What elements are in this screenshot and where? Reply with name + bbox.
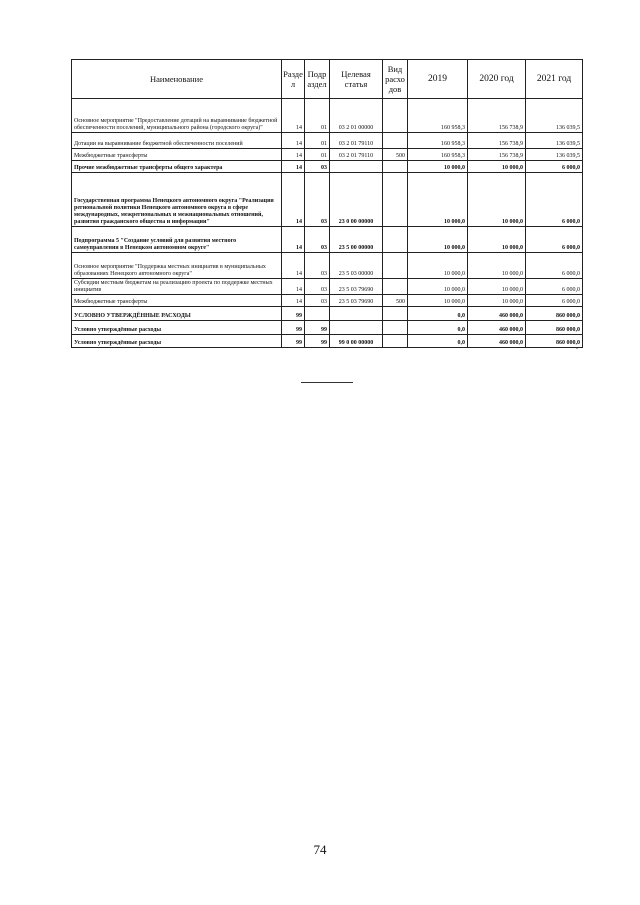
header-name: Наименование (72, 60, 282, 99)
cell-2021: 136 039,5 (526, 149, 583, 161)
cell-target-article: 23 5 03 79690 (330, 295, 383, 307)
cell-2019: 10 000,0 (408, 253, 468, 279)
cell-podrazdel: 01 (305, 99, 330, 133)
cell-2019: 0,0 (408, 335, 468, 348)
cell-2021: 6 000,0 (526, 295, 583, 307)
cell-podrazdel: 01 (305, 149, 330, 161)
table-row (72, 149, 583, 161)
cell-podrazdel: 03 (305, 253, 330, 279)
cell-2019: 10 000,0 (408, 227, 468, 253)
cell-razdel: 14 (282, 295, 305, 307)
cell-2021: 136 039,5 (526, 133, 583, 149)
table-row (72, 161, 583, 173)
cell-target-article: 23 0 00 00000 (330, 173, 383, 227)
table-row (72, 99, 583, 133)
cell-2020: 460 000,0 (468, 307, 526, 321)
cell-razdel: 14 (282, 149, 305, 161)
cell-expense-type (383, 133, 408, 149)
cell-2020: 156 738,9 (468, 99, 526, 133)
cell-target-article (330, 321, 383, 335)
header-year-2021: 2021 год (526, 60, 583, 99)
cell-expense-type (383, 253, 408, 279)
cell-target-article: 23 5 03 00000 (330, 253, 383, 279)
cell-2021: 136 039,5 (526, 99, 583, 133)
cell-name: Подпрограмма 5 "Создание условий для развития местного самоуправления в Ненецком автономном округе" (72, 227, 282, 253)
header-year-2020: 2020 год (468, 60, 526, 99)
cell-2019: 0,0 (408, 321, 468, 335)
cell-target-article: 03 2 01 79110 (330, 133, 383, 149)
cell-2021: 860 000,0 (526, 321, 583, 335)
table-row (72, 279, 583, 295)
cell-podrazdel: 03 (305, 161, 330, 173)
cell-2020: 10 000,0 (468, 161, 526, 173)
cell-2021: 6 000,0 (526, 173, 583, 227)
cell-razdel: 14 (282, 173, 305, 227)
cell-2021: 860 000,0 (526, 307, 583, 321)
cell-podrazdel: 03 (305, 227, 330, 253)
cell-razdel: 14 (282, 133, 305, 149)
cell-expense-type (383, 321, 408, 335)
cell-razdel: 14 (282, 161, 305, 173)
cell-2020: 10 000,0 (468, 227, 526, 253)
cell-name: Дотации на выравнивание бюджетной обеспеченности поселений (72, 133, 282, 149)
cell-name: УСЛОВНО УТВЕРЖДЁННЫЕ РАСХОДЫ (72, 307, 282, 321)
cell-2020: 156 738,9 (468, 133, 526, 149)
cell-expense-type (383, 279, 408, 295)
table-row (72, 335, 583, 348)
cell-expense-type: 500 (383, 295, 408, 307)
cell-expense-type (383, 227, 408, 253)
cell-podrazdel: 99 (305, 335, 330, 348)
cell-expense-type (383, 335, 408, 348)
cell-target-article: 99 0 00 00000 (330, 335, 383, 348)
cell-2020: 10 000,0 (468, 173, 526, 227)
cell-2019: 10 000,0 (408, 173, 468, 227)
cell-expense-type (383, 307, 408, 321)
cell-2019: 10 000,0 (408, 279, 468, 295)
cell-podrazdel: 99 (305, 321, 330, 335)
cell-name: Субсидии местным бюджетам на реализацию проекта по поддержке местных инициатив (72, 279, 282, 295)
table-row (72, 133, 583, 149)
cell-2019: 160 958,3 (408, 99, 468, 133)
cell-2019: 160 958,3 (408, 133, 468, 149)
cell-podrazdel: 03 (305, 279, 330, 295)
cell-2019: 0,0 (408, 307, 468, 321)
cell-2021: 6 000,0 (526, 253, 583, 279)
cell-2020: 460 000,0 (468, 321, 526, 335)
header-razdel: Разде л (282, 60, 305, 99)
cell-razdel: 99 (282, 307, 305, 321)
cell-podrazdel (305, 307, 330, 321)
cell-name: Основное мероприятие "Поддержка местных инициатив в муниципальных образованиях Ненецкого автономного округа" (72, 253, 282, 279)
cell-name: Условно утверждённые расходы (72, 321, 282, 335)
cell-podrazdel: 03 (305, 173, 330, 227)
cell-2020: 10 000,0 (468, 279, 526, 295)
cell-2021: 6 000,0 (526, 161, 583, 173)
cell-razdel: 14 (282, 253, 305, 279)
cell-2021: 6 000,0 (526, 279, 583, 295)
cell-target-article: 23 5 03 79690 (330, 279, 383, 295)
cell-target-article: 03 2 01 00000 (330, 99, 383, 133)
cell-name: Прочие межбюджетные трансферты общего характера (72, 161, 282, 173)
cell-2019: 160 958,3 (408, 149, 468, 161)
table-row (72, 307, 583, 321)
cell-razdel: 14 (282, 279, 305, 295)
table-row (72, 173, 583, 227)
cell-2020: 10 000,0 (468, 295, 526, 307)
end-mark: " (576, 348, 579, 354)
cell-name: Межбюджетные трансферты (72, 295, 282, 307)
table-row (72, 321, 583, 335)
table-row (72, 253, 583, 279)
cell-razdel: 99 (282, 321, 305, 335)
table-header-row (72, 60, 583, 99)
cell-expense-type: 500 (383, 149, 408, 161)
cell-2019: 10 000,0 (408, 295, 468, 307)
cell-target-article (330, 161, 383, 173)
end-divider (301, 382, 353, 383)
cell-2020: 10 000,0 (468, 253, 526, 279)
cell-razdel: 99 (282, 335, 305, 348)
cell-expense-type (383, 161, 408, 173)
table-body (72, 99, 583, 348)
cell-name: Основное мероприятие "Предоставление дотаций на выравнивание бюджетной обеспеченности поселений, муниципального района (городского округа)" (72, 99, 282, 133)
cell-name: Государственная программа Ненецкого автономного округа "Реализация региональной политики Ненецкого автономного округа в сфере международных, межрегиональных и межнациональных отношений, развития гражданского общества и информации" (72, 173, 282, 227)
table-row (72, 295, 583, 307)
page-number: 74 (313, 842, 327, 857)
cell-expense-type (383, 173, 408, 227)
cell-2021: 6 000,0 (526, 227, 583, 253)
cell-podrazdel: 01 (305, 133, 330, 149)
header-podrazdel: Подр аздел (305, 60, 330, 99)
header-year-2019: 2019 (408, 60, 468, 99)
header-expense-type: Вид расхо дов (383, 60, 408, 99)
cell-podrazdel: 03 (305, 295, 330, 307)
header-target-article: Целевая статья (330, 60, 383, 99)
cell-target-article: 03 2 01 79110 (330, 149, 383, 161)
cell-name: Межбюджетные трансферты (72, 149, 282, 161)
table-row (72, 227, 583, 253)
cell-2019: 10 000,0 (408, 161, 468, 173)
cell-2021: 860 000,0 (526, 335, 583, 348)
cell-razdel: 14 (282, 99, 305, 133)
cell-target-article (330, 307, 383, 321)
cell-target-article: 23 5 00 00000 (330, 227, 383, 253)
budget-table (71, 59, 583, 348)
cell-2020: 156 738,9 (468, 149, 526, 161)
cell-razdel: 14 (282, 227, 305, 253)
cell-name: Условно утверждённые расходы (72, 335, 282, 348)
cell-expense-type (383, 99, 408, 133)
cell-2020: 460 000,0 (468, 335, 526, 348)
